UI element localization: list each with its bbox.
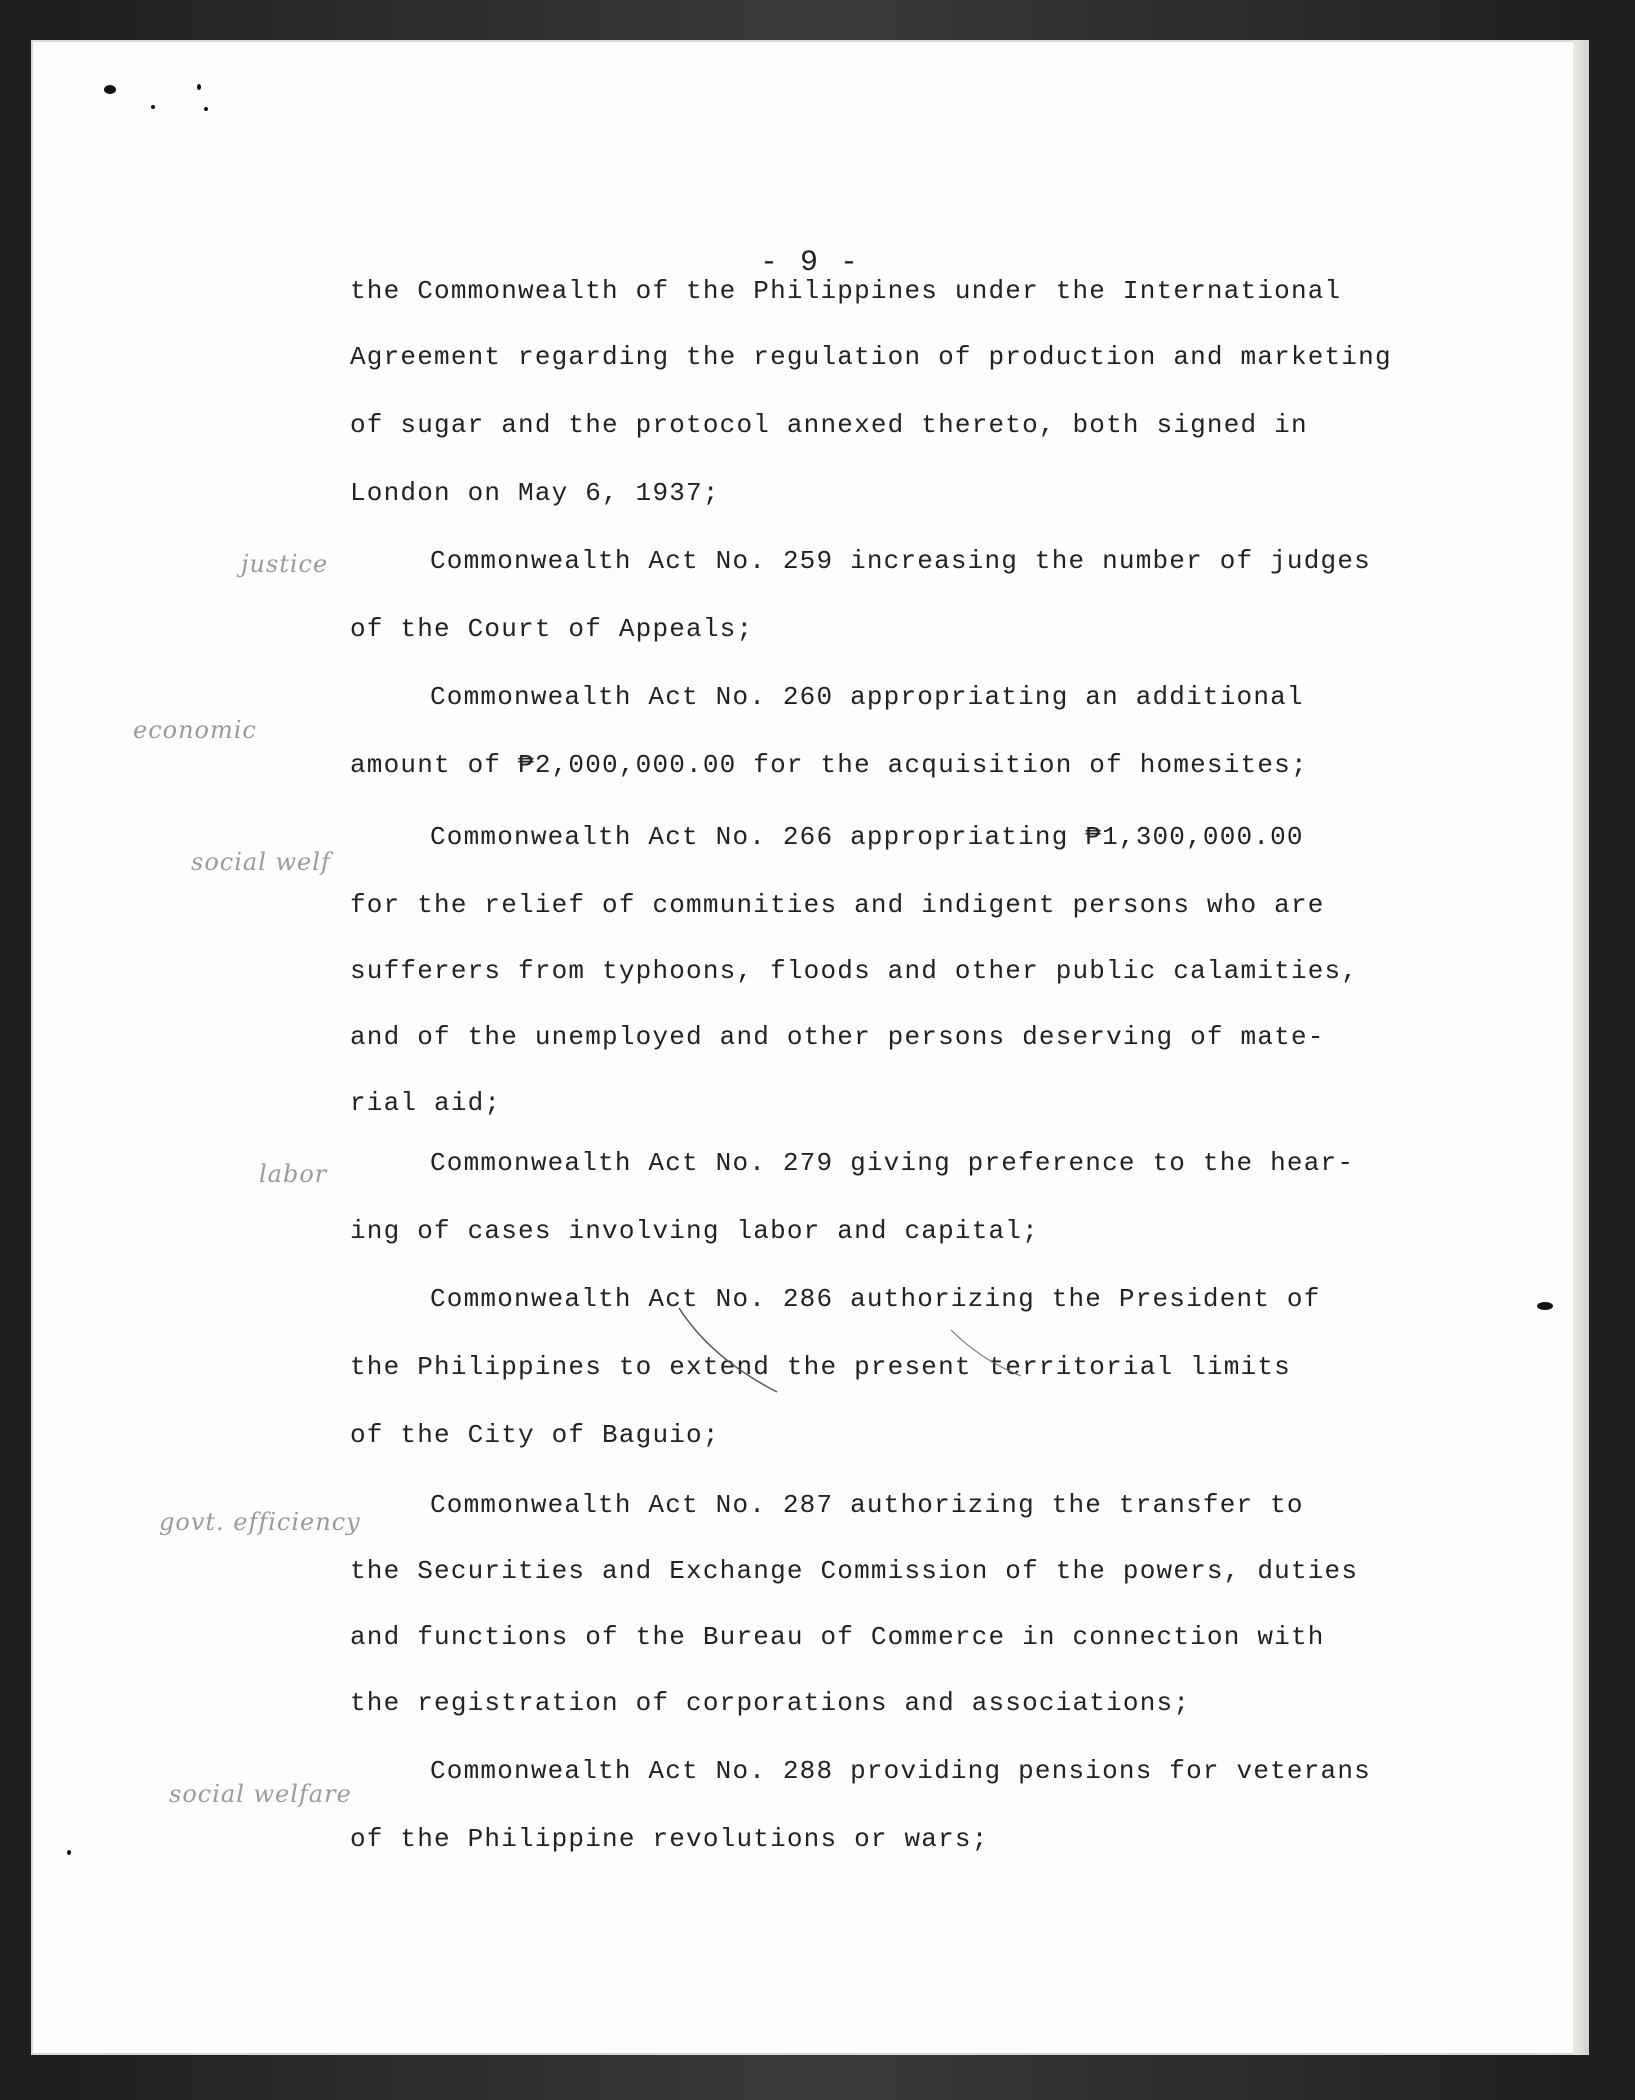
- pencil-marks: [31, 40, 1589, 2055]
- text-line: Commonwealth Act No. 260 appropriating an additional: [430, 682, 1304, 712]
- text-line: Commonwealth Act No. 288 providing pensions for veterans: [430, 1756, 1371, 1786]
- text-line: the registration of corporations and associations;: [350, 1688, 1191, 1718]
- text-line: the Philippines to extend the present territorial limits: [350, 1352, 1291, 1382]
- text-line: amount of ₱2,000,000.00 for the acquisition of homesites;: [350, 750, 1308, 780]
- margin-note: labor: [259, 1160, 328, 1188]
- text-line: Commonwealth Act No. 266 appropriating ₱1,300,000.00: [430, 822, 1304, 852]
- text-line: of the Philippine revolutions or wars;: [350, 1824, 989, 1854]
- pencil-stroke: [679, 1308, 777, 1392]
- text-line: Commonwealth Act No. 279 giving preference to the hear-: [430, 1148, 1355, 1178]
- text-line: of sugar and the protocol annexed thereto, both signed in: [350, 410, 1308, 440]
- text-line: of the City of Baguio;: [350, 1420, 720, 1450]
- margin-note: economic: [133, 716, 257, 744]
- text-line: the Commonwealth of the Philippines under the International: [350, 276, 1342, 306]
- text-line: rial aid;: [350, 1088, 502, 1118]
- document-page: [31, 40, 1589, 2055]
- text-line: and of the unemployed and other persons deserving of mate-: [350, 1022, 1325, 1052]
- margin-note: social welf: [191, 848, 331, 876]
- text-line: for the relief of communities and indigent persons who are: [350, 890, 1325, 920]
- margin-note: social welfare: [169, 1780, 352, 1808]
- text-line: of the Court of Appeals;: [350, 614, 754, 644]
- text-line: London on May 6, 1937;: [350, 478, 720, 508]
- pencil-stroke: [951, 1330, 1021, 1376]
- text-line: sufferers from typhoons, floods and other public calamities,: [350, 956, 1359, 986]
- text-line: and functions of the Bureau of Commerce in connection with: [350, 1622, 1325, 1652]
- margin-note: govt. efficiency: [159, 1508, 361, 1536]
- text-line: ing of cases involving labor and capital;: [350, 1216, 1039, 1246]
- text-line: Commonwealth Act No. 286 authorizing the President of: [430, 1284, 1321, 1314]
- text-line: the Securities and Exchange Commission of the powers, duties: [350, 1556, 1359, 1586]
- page-number: - 9 -: [759, 246, 860, 280]
- text-line: Commonwealth Act No. 287 authorizing the transfer to: [430, 1490, 1304, 1520]
- text-line: Agreement regarding the regulation of production and marketing: [350, 342, 1392, 372]
- text-line: Commonwealth Act No. 259 increasing the number of judges: [430, 546, 1371, 576]
- margin-note: justice: [241, 550, 329, 578]
